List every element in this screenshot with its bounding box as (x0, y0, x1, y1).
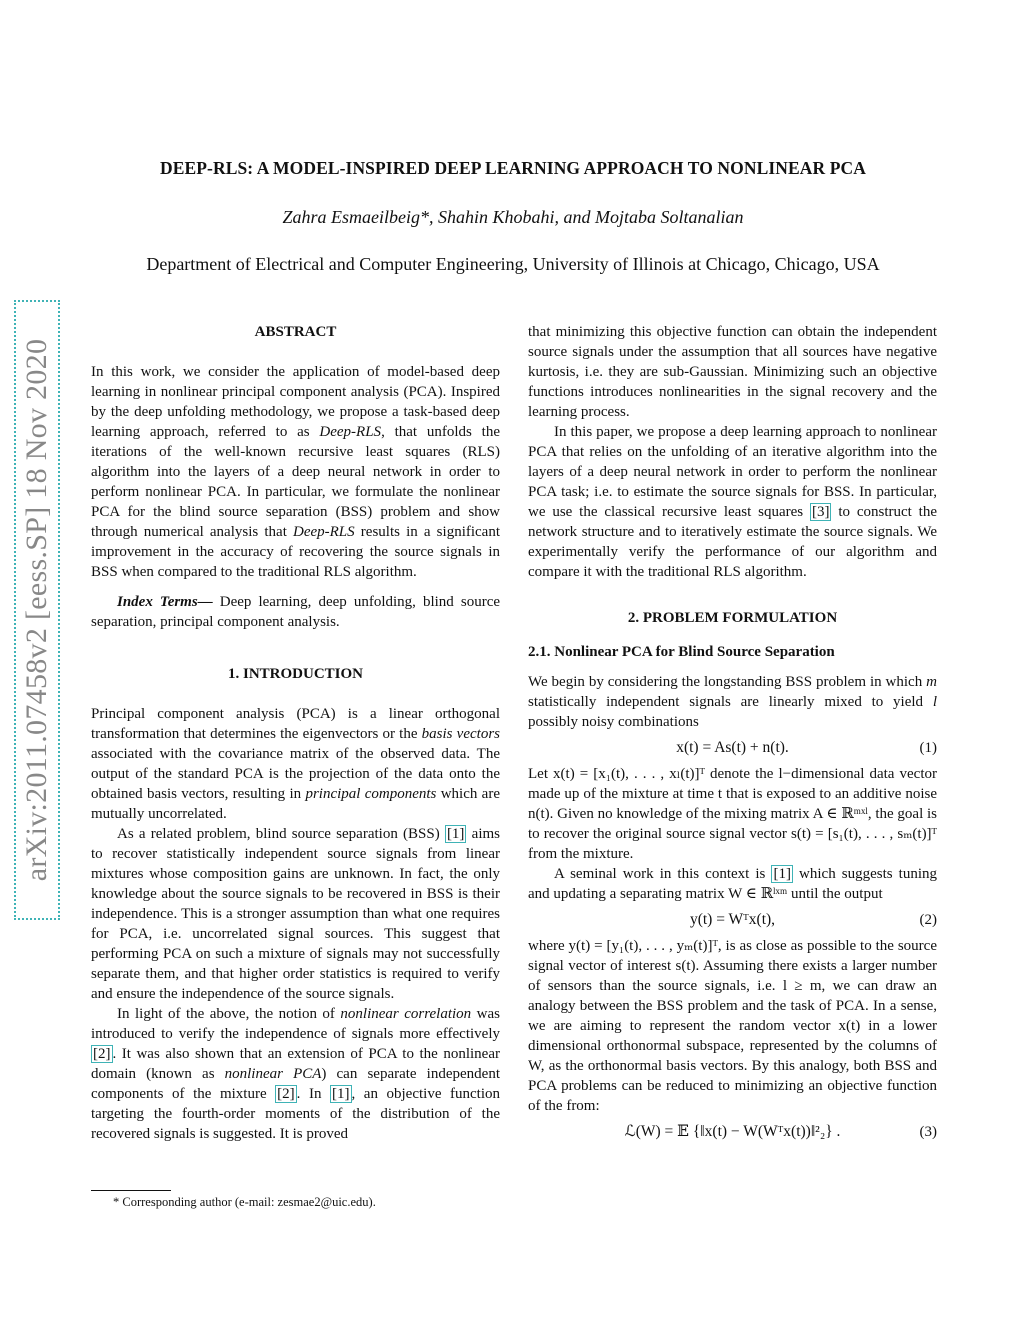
intro-paragraph-5: In this paper, we propose a deep learning approach to nonlinear PCA that relies on the unfolding of an iterative algorithm into the layers of a deep neural network in order to perform the nonlinear PCA task; i.e. to estimate the source signals for BSS. In particular, we use the classical recursive least squares [3] to construct the network structure and to iteratively estimate the source signals. We experimentally verify the performance of our algorithm and compare it with the traditional RLS algorithm. (528, 424, 937, 580)
citation-link[interactable]: [1] (446, 826, 465, 842)
section2-paragraph-1: We begin by considering the longstanding BSS problem in which m statistically independent signals are linearly mixed to yield l possibly noisy combinations (528, 674, 937, 730)
footnote-rule (91, 1190, 171, 1191)
equation-3-number: (3) (919, 1124, 937, 1140)
citation-link[interactable]: [3] (811, 504, 830, 520)
section2-paragraph-4: where y(t) = [y₁(t), . . . , yₘ(t)]ᵀ, is as close as possible to the source signal vector of interest s(t). Assuming there exists a larger number of sensors than the source signals, i.e. l ≥ m, we can draw an analogy between the BSS problem and the task of PCA. In a sense, we are aiming to represent the random vector x(t) in a lower dimensional orthonormal subspace, represented by the columns of W, as the orthonormal basis vectors. By this analogy, both BSS and PCA problems can be reduced to minimizing an objective function of the from: (528, 938, 937, 1114)
intro-paragraph-4: that minimizing this objective function can obtain the independent source signals under the assumption that all sources have negative kurtosis, i.e. they are sub-Gaussian. Minimizing such an objective functions introduces nonlinearities in the signal recovery and the learning process. (528, 324, 937, 420)
paper-title: DEEP-RLS: A MODEL-INSPIRED DEEP LEARNING APPROACH TO NONLINEAR PCA (159, 158, 867, 178)
footnote: * Corresponding author (e-mail: zesmae2@uic.edu). (113, 1195, 376, 1209)
equation-2 (528, 908, 937, 932)
left-column (91, 322, 500, 1144)
citation-link[interactable]: [2] (277, 1086, 295, 1102)
equation-2-number: (2) (919, 912, 937, 928)
abstract-text: In this work, we consider the application of model-based deep learning in nonlinear principal component analysis (PCA). Inspired by the deep unfolding methodology, we propose a task-based deep learning approach, referred to as Deep-RLS, that unfolds the iterations of the well-known recursive least squares (RLS) algorithm into the layers of a deep neural network in order to perform nonlinear PCA. In particular, we formulate the nonlinear PCA for the blind source separation (BSS) problem and show through numerical analysis that Deep-RLS results in a significant improvement in the accuracy of recovering the source signals in BSS when compared to the traditional RLS algorithm. (91, 364, 501, 580)
section2-paragraph-3: A seminal work in this context is [1] which suggests tuning and updating a separating matrix W ∈ ℝˡˣᵐ until the output (528, 866, 938, 902)
intro-paragraph-2: As a related problem, blind source separation (BSS) [1] aims to recover statistically independent source signals from linear mixtures whose composition gains are unknown. In fact, the only knowledge about the source signals to be recovered in BSS is their independence. This is a stronger assumption than what one requires for PCA, i.e. uncorrelated signal sources. This suggest that performing PCA on such a mixture of signals may not successfully separate them, and that higher order statistics is required to verify and ensure the independence of the source signals. (91, 826, 500, 1002)
equation-3-body: ℒ(W) = 𝔼 {‖x(t) − W(Wᵀx(t))‖²₂} . (624, 1123, 841, 1140)
equation-1-number: (1) (919, 740, 937, 756)
intro-paragraph-3: In light of the above, the notion of nonlinear correlation was introduced to verify the independence of signals more effectively [2] . It was also shown that an extension of PCA to the nonlinear domain (known as nonlinear PCA) can separate independent components of the mixture [2] . In [1] , an objective function targeting the fourth-order moments of the distribution of the recovered signals is suggested. It is proved (91, 1006, 501, 1142)
intro-paragraph-1: Principal component analysis (PCA) is a linear orthogonal transformation that determines the eigenvectors or the basis vectors associated with the covariance matrix of the observed data. The output of the standard PCA is the projection of the data onto the obtained basis vectors, resulting in principal components which are mutually uncorrelated. (91, 706, 500, 822)
paper-authors: Zahra Esmaeilbeig*, Shahin Khobahi, and Mojtaba Soltanalian (282, 207, 744, 227)
abstract-heading: ABSTRACT (254, 324, 337, 340)
section2-paragraph-2: Let x(t) = [x₁(t), . . . , xₗ(t)]ᵀ denote the l−dimensional data vector made up of the mixture at time t that is exposed to an additive noise n(t). Given no knowledge of the mixing matrix A ∈ ℝᵐˣˡ, the goal is to recover the original source signal vector s(t) = [s₁(t), . . . , sₘ(t)]ᵀ from the mixture. (528, 766, 937, 862)
index-terms: Index Terms— Deep learning, deep unfolding, blind source separation, principal component analysis. (91, 594, 501, 630)
arxiv-identifier-box (14, 300, 60, 920)
arxiv-identifier: arXiv:2011.07458v2 [eess.SP] 18 Nov 2020 (20, 338, 53, 882)
intro-heading: 1. INTRODUCTION (227, 666, 363, 682)
section2-heading: 2. PROBLEM FORMULATION (627, 610, 838, 626)
equation-3 (528, 1120, 937, 1144)
equation-1 (528, 736, 937, 760)
citation-link[interactable]: [2] (93, 1046, 111, 1062)
paper-affiliation: Department of Electrical and Computer Engineering, University of Illinois at Chicago, Chicago, USA (146, 254, 880, 274)
section2-1-heading: 2.1. Nonlinear PCA for Blind Source Separation (528, 644, 835, 660)
equation-2-body: y(t) = Wᵀx(t), (689, 911, 776, 928)
right-column (528, 322, 937, 1148)
equation-1-body: x(t) = As(t) + n(t). (676, 739, 789, 756)
citation-link[interactable]: [1] (332, 1086, 350, 1102)
citation-link[interactable]: [1] (773, 866, 791, 882)
